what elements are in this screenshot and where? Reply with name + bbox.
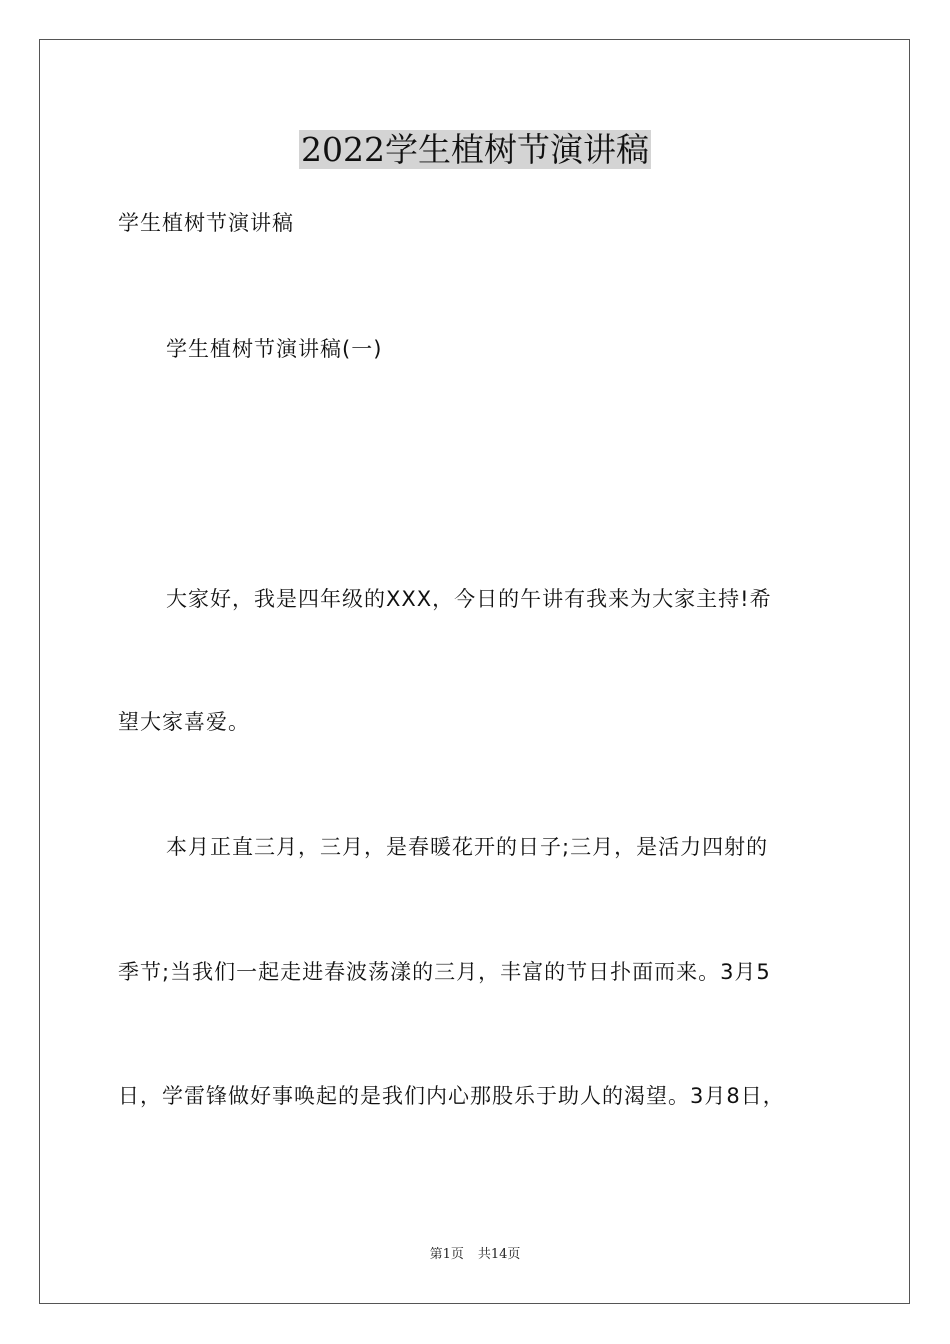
page-footer [0, 1246, 950, 1264]
paragraph-line: 望大家喜爱。 [118, 710, 250, 734]
document-title [0, 128, 950, 172]
document-title-text: 2022学生植树节演讲稿 [301, 130, 649, 169]
paragraph-line: 日，学雷锋做好事唤起的是我们内心那股乐于助人的渴望。3月8日， [118, 1084, 785, 1108]
page-total: 共14页 [477, 1247, 521, 1262]
subtitle-line: 学生植树节演讲稿 [118, 211, 294, 235]
section-heading: 学生植树节演讲稿(一) [166, 337, 383, 361]
paragraph-line: 大家好，我是四年级的XXX，今日的午讲有我来为大家主持!希 [166, 587, 772, 611]
paragraph-line: 季节;当我们一起走进春波荡漾的三月，丰富的节日扑面而来。3月5 [118, 960, 771, 984]
page-number: 第1页 [429, 1247, 464, 1262]
paragraph-line: 本月正直三月，三月，是春暖花开的日子;三月，是活力四射的 [166, 835, 769, 859]
